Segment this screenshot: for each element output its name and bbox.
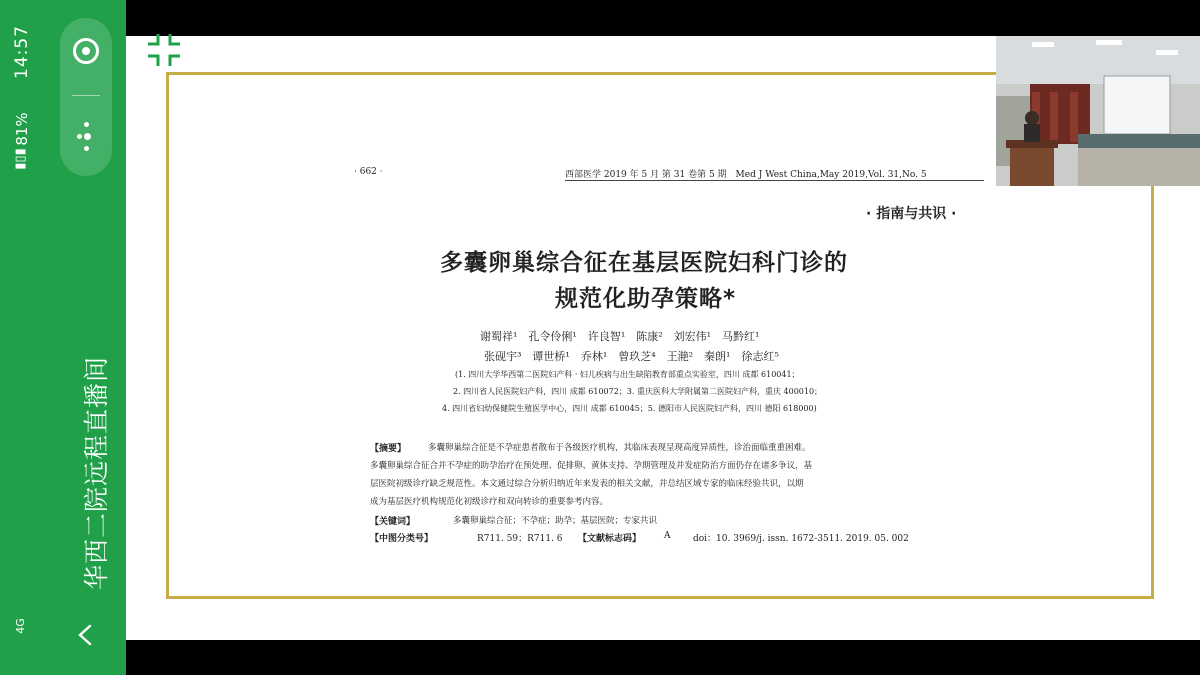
affiliation-line2: 2. 四川省人民医院妇产科，四川 成都 610072；3. 重庆医科大学附属第二医院妇产科，重庆 400010；: [453, 387, 823, 396]
document-code: A: [664, 531, 671, 541]
top-bar: [126, 0, 1200, 36]
divider: [72, 95, 100, 96]
authors-line1: 谢蜀祥¹ 孔令伶俐¹ 许良智¹ 陈康² 刘宏伟¹ 马黔红¹: [480, 330, 760, 343]
app-sidebar: [0, 0, 126, 675]
abstract-line4: 成为基层医疗机构规范化初级诊疗和双向转诊的重要参考内容。: [370, 497, 609, 507]
status-bar: [0, 0, 44, 675]
network-type: 4G: [14, 618, 27, 634]
paper-title-line1: 多囊卵巢综合征在基层医院妇科门诊的: [440, 250, 848, 276]
more-icon[interactable]: [72, 118, 100, 154]
abstract-label: 【摘要】: [370, 444, 407, 454]
classification-label: 【中图分类号】: [370, 534, 434, 544]
affiliation-line3: 4. 四川省妇幼保健院生殖医学中心，四川 成都 610045；5. 德阳市人民医院妇产科，四川 德阳 618000): [442, 404, 817, 413]
room-title: 华西二院远程直播间: [82, 356, 111, 591]
paper-title-line2: 规范化助孕策略*: [555, 286, 737, 312]
abstract-line2: 多囊卵巢综合征合并不孕症的助孕治疗在预处理、促排卵、黄体支持、孕期管理及并发症防治方面仍存在诸多争议，基: [370, 461, 813, 471]
affiliation-line1: (1. 四川大学华西第二医院妇产科 · 妇儿疾病与出生缺陷教育部重点实验室，四川 成都 610041；: [455, 370, 800, 379]
keywords: 多囊卵巢综合征；不孕症；助孕；基层医院；专家共识: [453, 516, 658, 526]
classification-code: R711. 59；R711. 6: [477, 534, 563, 544]
record-icon[interactable]: [73, 38, 99, 64]
bottom-bar: [126, 640, 1200, 675]
page-number: · 662 ·: [354, 167, 383, 177]
keywords-label: 【关键词】: [370, 517, 416, 527]
chevron-down-icon[interactable]: [74, 624, 96, 646]
speaker-camera-feed[interactable]: [996, 36, 1200, 186]
authors-line2: 张砚宇³ 谭世桥¹ 乔林¹ 曾玖芝⁴ 王滟² 秦朗¹ 徐志红⁵: [484, 350, 779, 363]
document-code-label: 【文献标志码】: [578, 534, 642, 544]
signal-icon: ▮▯▮: [13, 148, 28, 170]
battery-level: 81%: [13, 112, 31, 146]
section-label: · 指南与共识 ·: [866, 206, 957, 222]
journal-header: 西部医学 2019 年 5 月 第 31 卷第 5 期 Med J West China,May 2019,Vol. 31,No. 5: [565, 170, 927, 180]
exit-fullscreen-icon[interactable]: [144, 32, 184, 68]
abstract-line1: 多囊卵巢综合征是不孕症患者散布于各级医疗机构，其临床表现呈现高度异质性，诊治面临重重困难。: [428, 443, 811, 453]
doi: doi：10. 3969/j. issn. 1672-3511. 2019. 05. 002: [693, 534, 909, 544]
status-time: 14:57: [12, 25, 32, 79]
abstract-line3: 层医院初级诊疗缺乏规范性。本文通过综合分析归纳近年来发表的相关文献，并总结区域专家的临床经验共识，以期: [370, 479, 804, 489]
